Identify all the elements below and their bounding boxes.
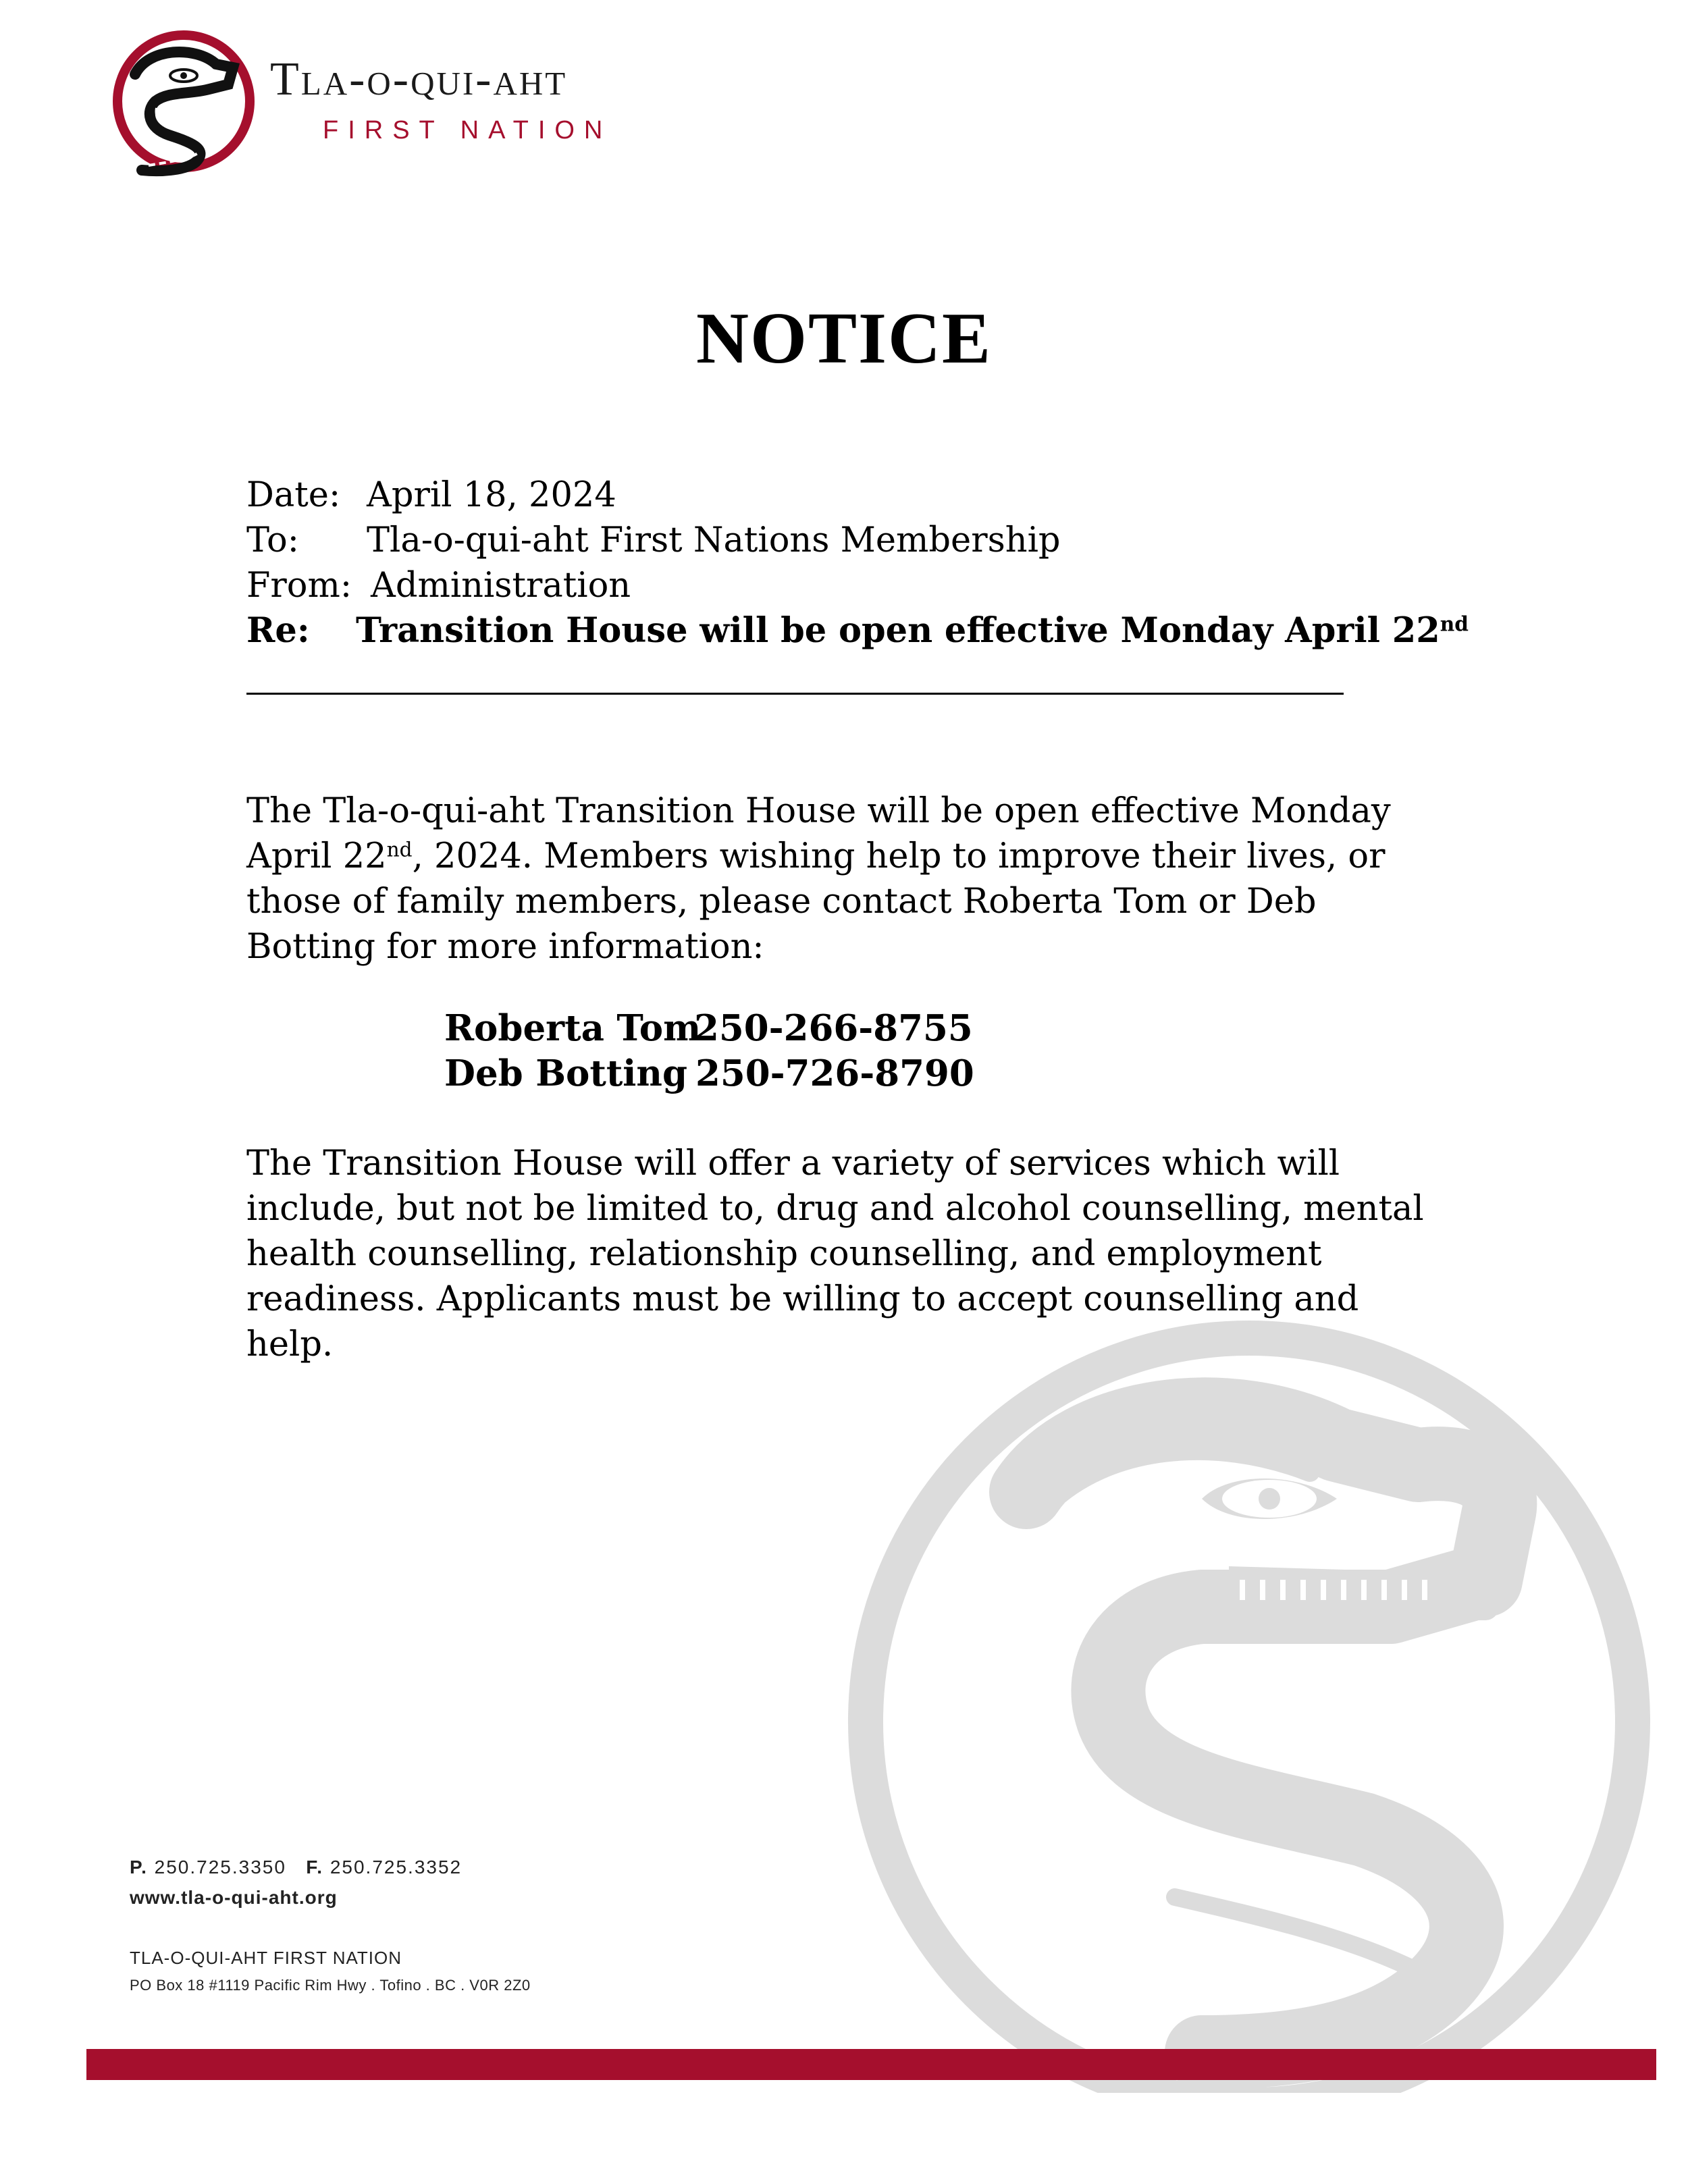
fax-number: 250.725.3352 xyxy=(329,1857,463,1877)
body-paragraph-2: The Transition House will offer a variety of services which will include, but not be limited to, drug and alcohol counselling, mental health counselling, relationship counselling, and employment readiness. Applicants must be willing to accept counselling and help. xyxy=(246,1144,1424,1364)
contact-phone: 250-266-8755 xyxy=(694,1007,973,1049)
contact-name: Roberta Tom xyxy=(444,1007,702,1049)
footer-org-name: TLA-O-QUI-AHT FIRST NATION xyxy=(130,1948,402,1968)
contact-name: Deb Botting xyxy=(444,1053,688,1094)
re-value xyxy=(356,608,1469,654)
footer-bar xyxy=(86,2049,1656,2080)
re-text: Transition House will be open effective Monday April 22 xyxy=(356,610,1440,651)
footer-address: PO Box 18 #1119 Pacific Rim Hwy . Tofino . BC . V0R 2Z0 xyxy=(130,1977,531,1994)
fax-label: F. xyxy=(306,1857,324,1877)
phone-number: 250.725.3350 xyxy=(154,1857,286,1877)
date-value: April 18, 2024 xyxy=(367,475,616,515)
re-label: Re: xyxy=(246,610,310,651)
para1-text-b: , 2024. Members wishing help to improve their lives, or those of family members, please contact Roberta Tom or Deb Botting for more information: xyxy=(246,836,1386,967)
phone-label: P. xyxy=(130,1857,148,1877)
to-value: Tla-o-qui-aht First Nations Membership xyxy=(367,521,1061,560)
org-name: Tla-o-qui-aht xyxy=(270,53,568,105)
para1-ordinal: nd xyxy=(386,838,413,861)
to-label: To: xyxy=(246,521,299,560)
footer-website-link[interactable]: www.tla-o-qui-aht.org xyxy=(130,1887,338,1908)
page-title: NOTICE xyxy=(695,298,993,379)
org-subtitle: FIRST NATION xyxy=(323,116,612,144)
from-label: From: xyxy=(246,566,352,606)
serpent-circle-logo-icon xyxy=(108,27,257,179)
from-value: Administration xyxy=(371,566,631,606)
footer-phone-fax xyxy=(130,1857,462,1878)
re-ordinal: nd xyxy=(1440,612,1469,636)
para1-text-a: The Tla-o-qui-aht Transition House will be open effective Monday April 22 xyxy=(246,791,1391,876)
body-paragraph-1 xyxy=(246,789,1435,969)
serpent-watermark-icon xyxy=(824,1289,1658,2093)
memo-divider xyxy=(246,693,1344,695)
contact-phone: 250-726-8790 xyxy=(695,1053,974,1094)
date-label: Date: xyxy=(246,475,341,515)
